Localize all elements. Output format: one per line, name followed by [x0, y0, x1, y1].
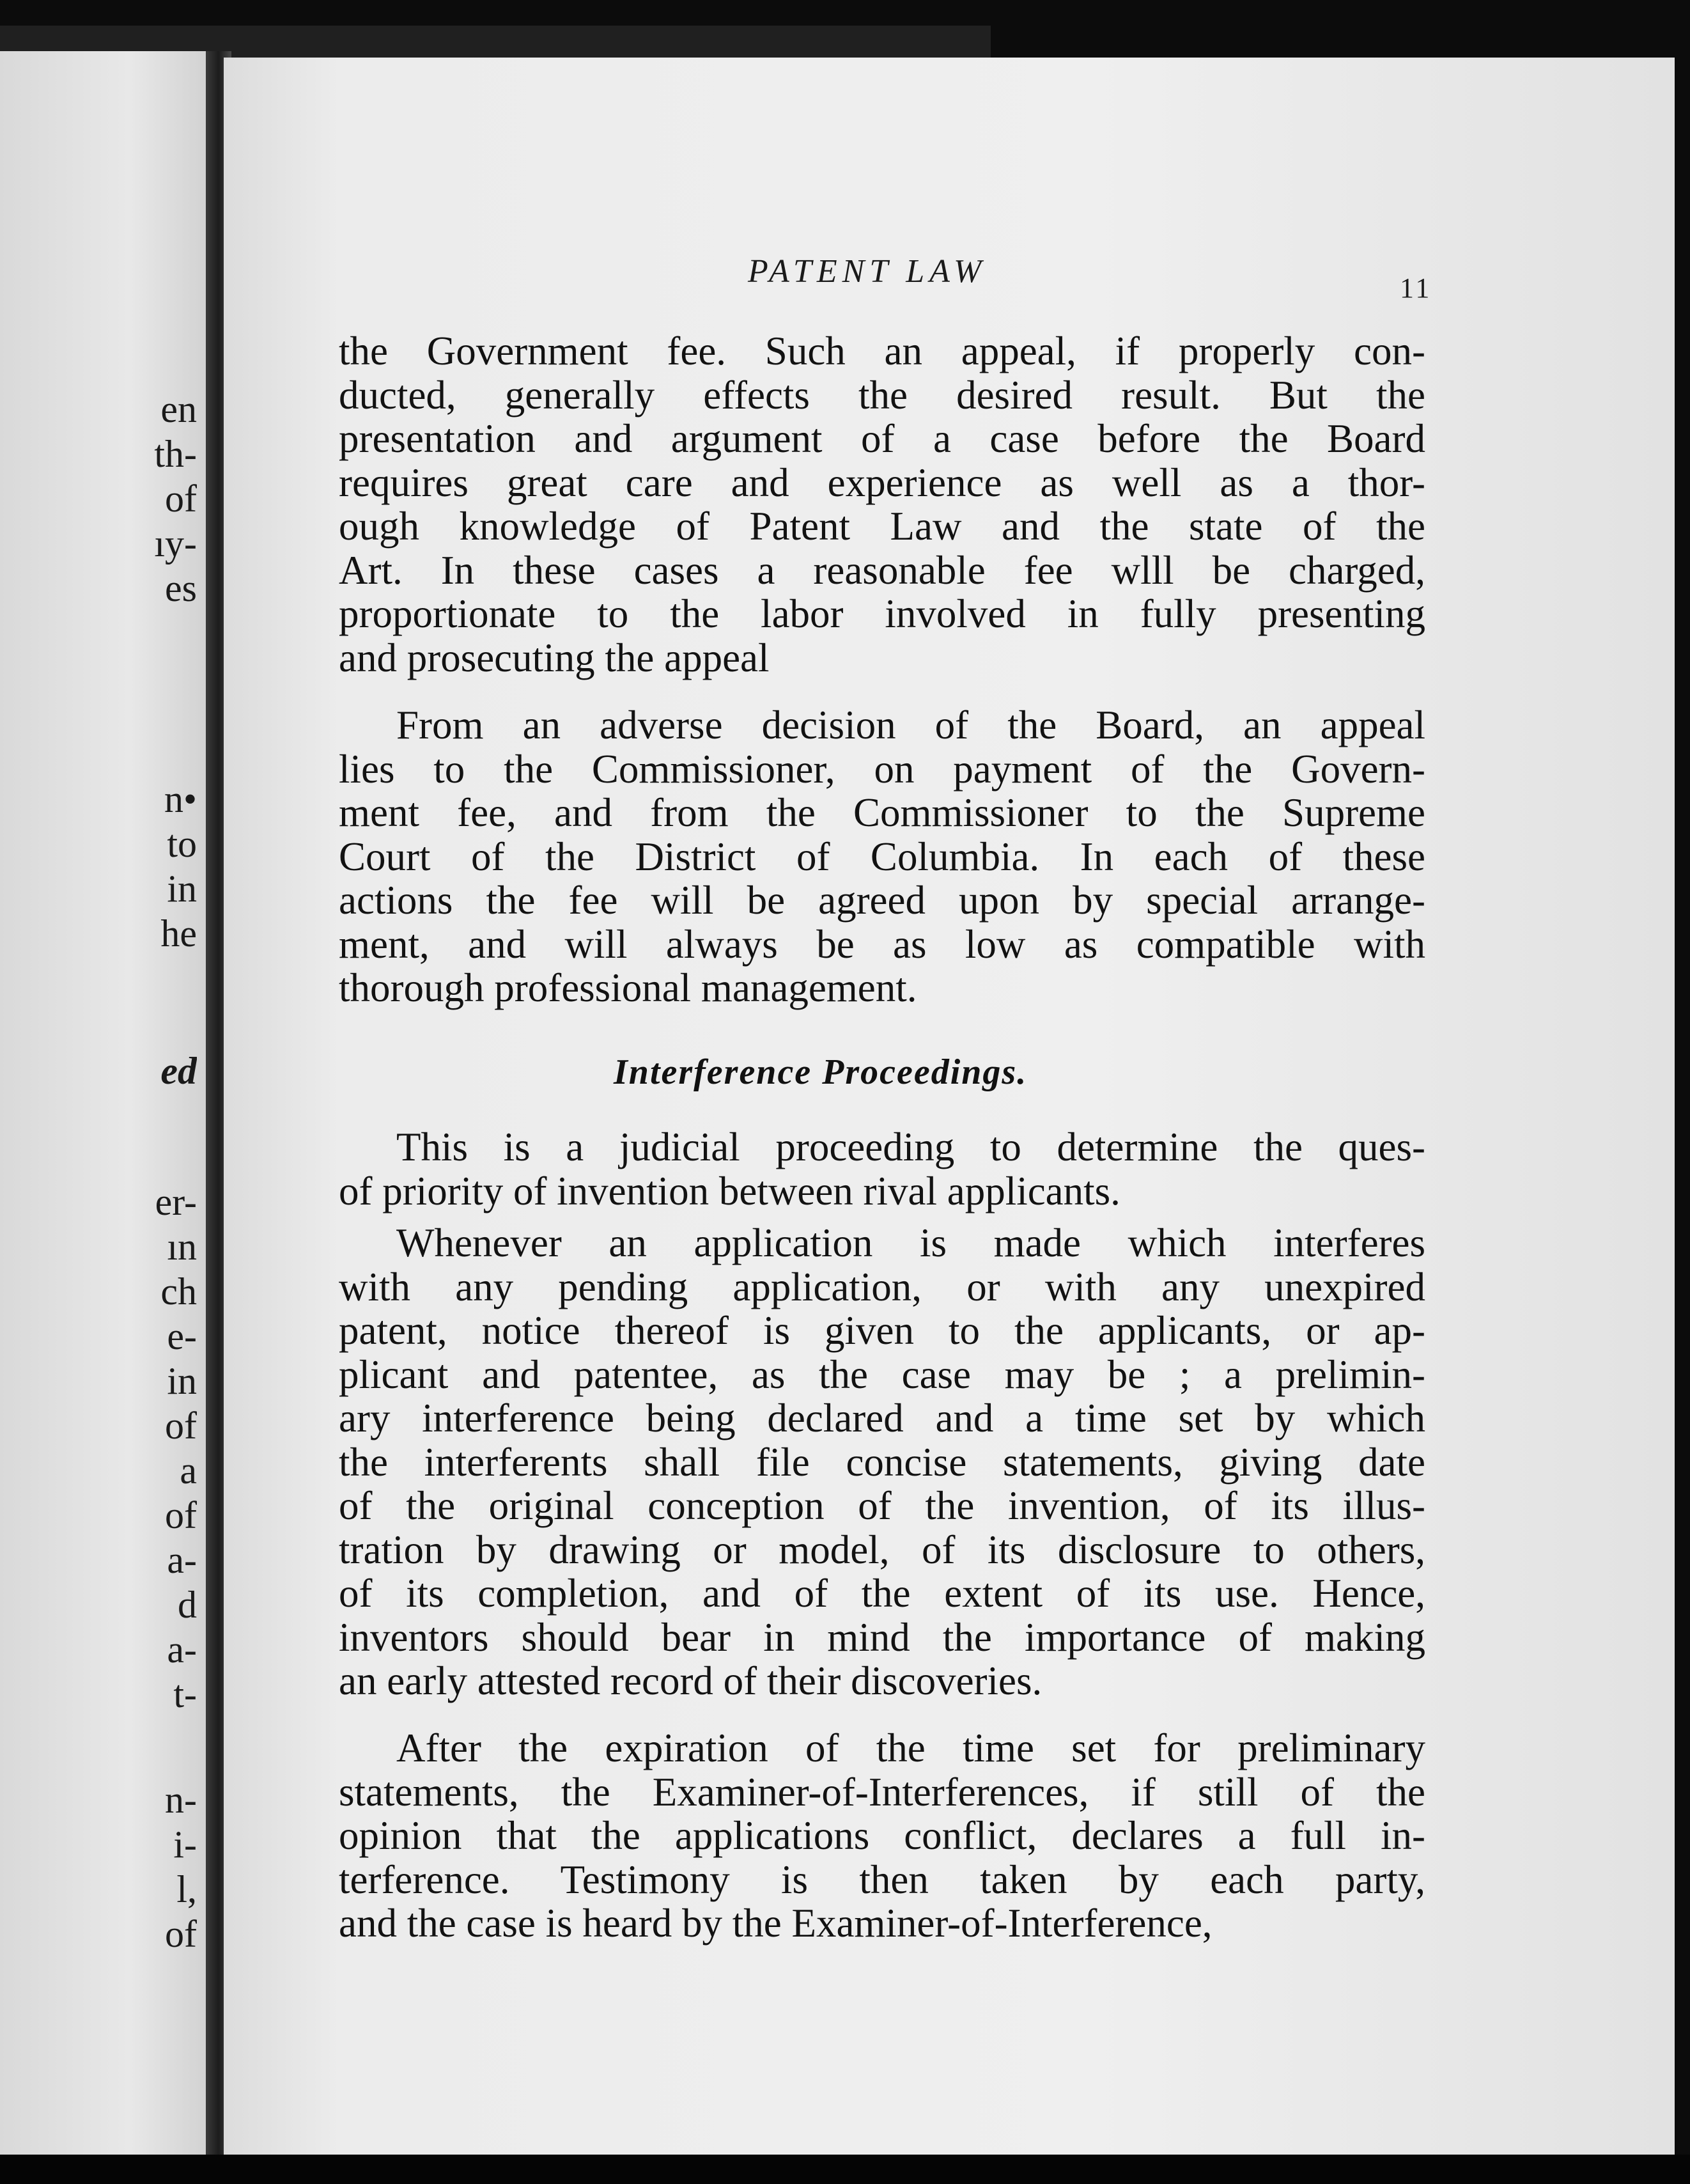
paragraph-2 [339, 703, 1425, 1010]
text-line: This is a judicial proceeding to determine the ques- [396, 1125, 1425, 1169]
text-line: ment, and will always be as low as compatible with [339, 921, 1425, 967]
facing-page-fragment: of [165, 1405, 197, 1447]
text-line: and the case is heard by the Examiner-of-Interference, [339, 1901, 1213, 1946]
text-line: presentation and argument of a case before the Board [339, 416, 1425, 461]
facing-page-fragment: of [155, 478, 197, 520]
facing-page-fragment: n• [164, 778, 197, 820]
text-line: tration by drawing or model, of its disclosure to others, [339, 1527, 1425, 1572]
facing-page-fragment: ch [160, 1270, 197, 1313]
facing-page-fragment: l, [176, 1868, 197, 1910]
facing-page-fragment: er- [155, 1181, 197, 1223]
facing-page-fragment: t- [173, 1673, 197, 1715]
facing-page-fragment: i- [173, 1823, 197, 1866]
text-line: Whenever an application is made which interferes [396, 1221, 1425, 1265]
text-line: After the expiration of the time set for preliminary [396, 1726, 1425, 1770]
facing-page-fragment: in [167, 868, 197, 910]
facing-page-fragment: d [178, 1584, 197, 1626]
text-line: requires great care and experience as well as a thor- [339, 460, 1425, 505]
text-line: the interferents shall file concise statements, giving date [339, 1439, 1425, 1485]
text-line: an early attested record of their discoveries. [339, 1658, 1043, 1703]
page-number: 11 [1400, 272, 1432, 304]
text-line: Art. In these cases a reasonable fee wlll be charged, [339, 547, 1425, 593]
facing-page-fragment: en [160, 388, 197, 430]
text-line: patent, notice thereof is given to the applicants, or ap- [339, 1308, 1425, 1353]
facing-page-left [0, 51, 217, 2155]
text-line: lies to the Commissioner, on payment of the Govern- [339, 746, 1425, 792]
facing-page-fragment: of [165, 1913, 197, 1955]
text-line: From an adverse decision of the Board, an appeal [396, 703, 1425, 747]
paragraph-1 [339, 329, 1425, 680]
facing-page-fragment: n- [165, 1779, 197, 1821]
running-head: PATENT LAW [748, 253, 987, 290]
text-line: opinion that the applications conflict, declares a full in- [339, 1813, 1425, 1858]
facing-page-fragment: e- [167, 1315, 197, 1357]
text-line: Court of the District of Columbia. In each of these [339, 834, 1425, 879]
text-line: inventors should bear in mind the importance of making [339, 1614, 1425, 1660]
text-line: with any pending application, or with any unexpired [339, 1264, 1425, 1309]
text-line: ough knowledge of Patent Law and the state of the [339, 504, 1425, 549]
facing-page-fragment: es [165, 567, 197, 609]
section-paragraph-2 [339, 1221, 1425, 1703]
text-line: proportionate to the labor involved in fully presenting [339, 591, 1425, 636]
section-heading: Interference Proceedings. [614, 1052, 1028, 1092]
facing-page-fragment: a- [167, 1539, 197, 1581]
facing-page-fragment: a- [167, 1628, 197, 1671]
text-line: statements, the Examiner-of-Interferences, if still of the [339, 1769, 1425, 1814]
text-line: ducted, generally effects the desired result. But the [339, 372, 1425, 417]
facing-page-fragment: ed [160, 1050, 197, 1092]
text-line: of the original conception of the invention, of its illus- [339, 1483, 1425, 1528]
text-line: terference. Testimony is then taken by each party, [339, 1857, 1425, 1902]
text-line: of priority of invention between rival applicants. [339, 1168, 1120, 1213]
facing-page-fragment: to [167, 823, 197, 865]
facing-page-fragment: of [165, 1494, 197, 1536]
facing-page-fragment: ın [167, 1226, 197, 1268]
facing-page-fragment: a [170, 1449, 197, 1492]
facing-page-fragment: he [160, 912, 197, 955]
text-line: of its completion, and of the extent of its use. Hence, [339, 1571, 1425, 1616]
facing-page-fragment: th- [154, 433, 197, 475]
text-line: ment fee, and from the Commissioner to the Supreme [339, 790, 1425, 835]
text-line: ary interference being declared and a time set by which [339, 1396, 1425, 1440]
text-line: actions the fee will be agreed upon by special arrange- [339, 878, 1425, 923]
text-line: the Government fee. Such an appeal, if properly con- [339, 329, 1425, 373]
section-paragraph-1 [339, 1125, 1425, 1213]
text-line: plicant and patentee, as the case may be ; a prelimin- [339, 1352, 1425, 1397]
scan-bottom-edge [0, 2155, 1690, 2184]
section-paragraph-3 [339, 1726, 1425, 1946]
text-line: thorough professional management. [339, 965, 917, 1010]
facing-page-fragment: in [167, 1360, 197, 1402]
facing-page-fragment: ıy- [154, 522, 197, 565]
text-line: and prosecuting the appeal [339, 635, 770, 680]
